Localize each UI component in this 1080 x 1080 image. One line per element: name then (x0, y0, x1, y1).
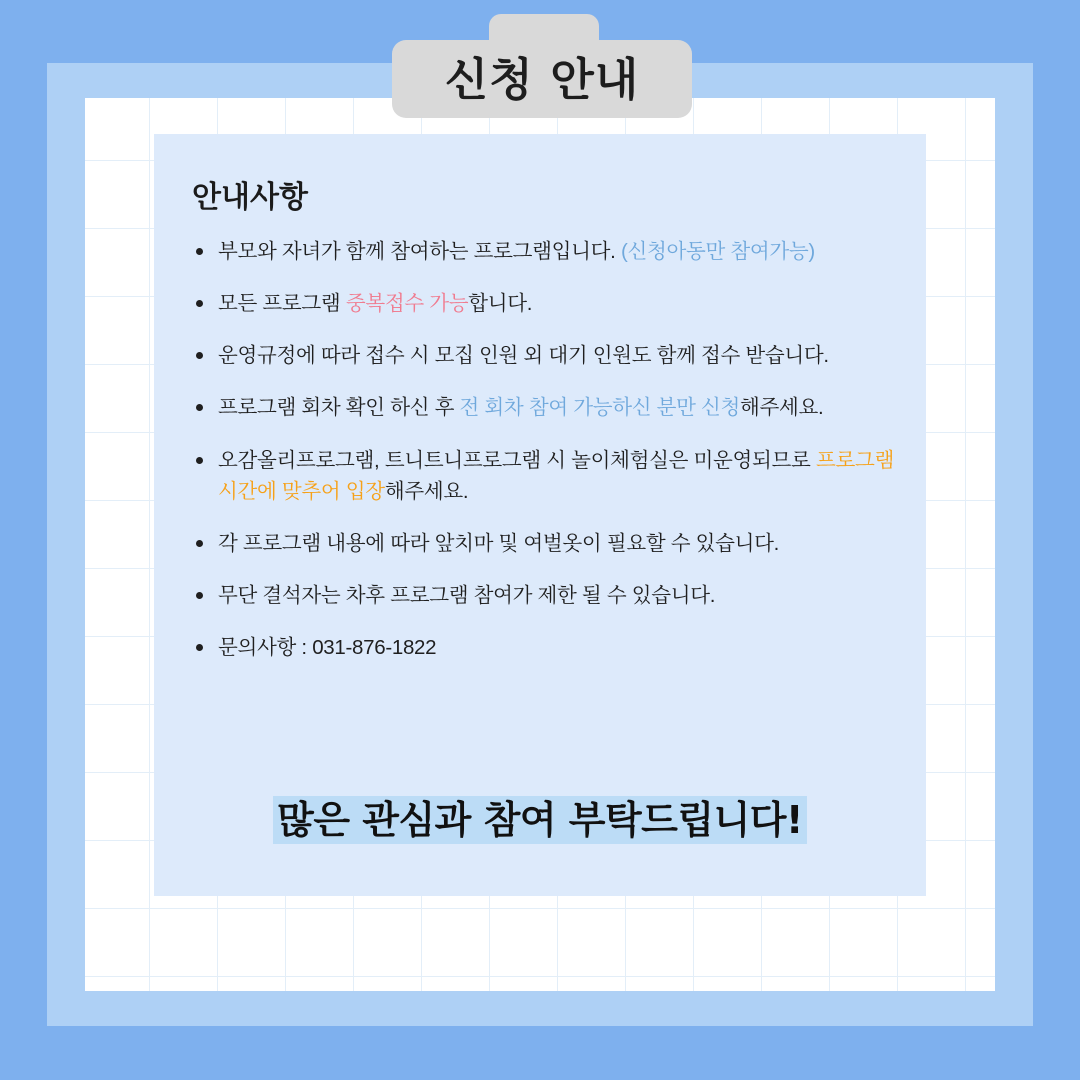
notice-list (192, 236, 898, 684)
list-item-text: 해주세요. (384, 479, 469, 503)
list-item-text: 모든 프로그램 (218, 292, 346, 316)
list-item (192, 288, 898, 319)
list-item-text: 부모와 자녀가 함께 참여하는 프로그램입니다. (218, 240, 621, 263)
list-item (192, 340, 898, 371)
list-item (192, 632, 898, 663)
list-item-text: (신청아동만 참여가능) (620, 240, 815, 263)
list-item-text: 해주세요. (740, 396, 824, 420)
poster-title-plate (392, 40, 692, 118)
list-item-text: 중복접수 가능 (345, 292, 469, 316)
list-item (192, 445, 898, 507)
list-item-text: 운영규정에 따라 접수 시 모집 인원 외 대기 인원도 함께 접수 받습니다. (218, 344, 829, 368)
list-item (192, 580, 898, 611)
list-item-text: 프로그램 시간에 맞추어 입장 (218, 448, 894, 503)
list-item-text: 합니다. (468, 292, 533, 316)
footer-callout (154, 789, 926, 844)
list-item (192, 528, 898, 559)
footer-callout-text: 많은 관심과 참여 부탁드립니다! (273, 796, 807, 844)
list-item-text: 문의사항 : 031-876-1822 (218, 636, 437, 660)
list-item-text: 프로그램 회차 확인 하신 후 (218, 396, 460, 420)
list-item-text: 무단 결석자는 차후 프로그램 참여가 제한 될 수 있습니다. (218, 584, 716, 608)
card-heading: 안내사항 (192, 180, 308, 215)
list-item-text: 전 회차 참여 가능하신 분만 신청 (459, 396, 741, 420)
page-title: 신청 안내 (444, 52, 640, 106)
list-item-text: 오감올리프로그램, 트니트니프로그램 시 놀이체험실은 미운영되므로 (218, 448, 816, 472)
list-item (192, 236, 898, 267)
list-item (192, 392, 898, 423)
list-item-text: 각 프로그램 내용에 따라 앞치마 및 여벌옷이 필요할 수 있습니다. (218, 531, 780, 555)
notice-card (154, 134, 926, 896)
